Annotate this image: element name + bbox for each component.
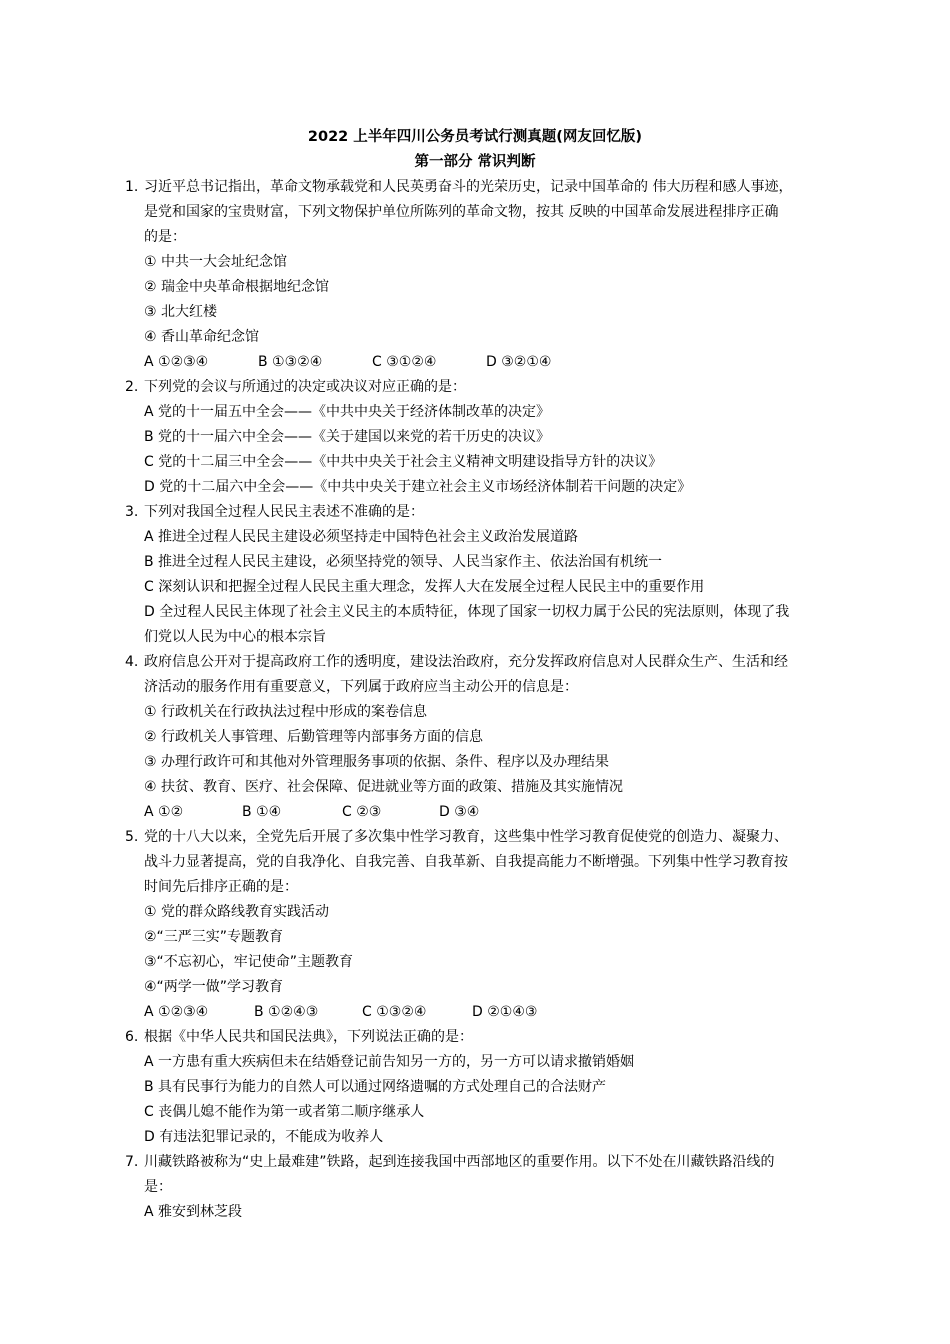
question-text-line: 下列对我国全过程人民民主表述不准确的是： bbox=[144, 504, 424, 520]
option-a: A ①② bbox=[144, 804, 184, 820]
list-item: ② 瑞金中央革命根据地纪念馆 bbox=[144, 279, 330, 295]
option-c: C ③①②④ bbox=[372, 354, 437, 370]
option-c: C ②③ bbox=[342, 804, 382, 820]
option-d: D ③④ bbox=[439, 804, 480, 820]
list-item: ④“两学一做”学习教育 bbox=[144, 979, 284, 995]
document-title: 2022 上半年四川公务员考试行测真题(网友回忆版) bbox=[307, 129, 643, 145]
list-item: B 推进全过程人民民主建设，必须坚持党的领导、人民当家作主、依法治国有机统一 bbox=[144, 554, 663, 570]
list-item: ① 党的群众路线教育实践活动 bbox=[144, 904, 330, 920]
answer-options bbox=[144, 352, 551, 372]
option-d: D ②①④③ bbox=[472, 1004, 538, 1020]
list-item: A 推进全过程人民民主建设必须坚持走中国特色社会主义政治发展道路 bbox=[144, 529, 579, 545]
list-item: ① 行政机关在行政执法过程中形成的案卷信息 bbox=[144, 704, 427, 720]
question-text-line: 是党和国家的宝贵财富，下列文物保护单位所陈列的革命文物，按其 反映的中国革命发展进程排序正确 bbox=[144, 204, 779, 220]
list-item: ① 中共一大会址纪念馆 bbox=[144, 254, 288, 270]
question-text-line: 党的十八大以来，全党先后开展了多次集中性学习教育，这些集中性学习教育促使党的创造力、凝聚力、 bbox=[144, 829, 788, 845]
option-c: C ①③②④ bbox=[362, 1004, 427, 1020]
option-b: B ①③②④ bbox=[258, 354, 323, 370]
question-text-line: 习近平总书记指出，革命文物承载党和人民英勇奋斗的光荣历史，记录中国革命的 伟大历程和感人事迹， bbox=[144, 179, 793, 195]
question-text-line: 政府信息公开对于提高政府工作的透明度，建设法治政府，充分发挥政府信息对人民群众生产、生活和经 bbox=[144, 654, 788, 670]
answer-options bbox=[144, 802, 479, 822]
list-item: 们党以人民为中心的根本宗旨 bbox=[144, 629, 326, 645]
question-number: 6. bbox=[125, 1029, 139, 1045]
question-number: 2. bbox=[125, 379, 139, 395]
list-item: ④ 扶贫、教育、医疗、社会保障、促进就业等方面的政策、措施及其实施情况 bbox=[144, 779, 623, 795]
question-text-line: 战斗力显著提高，党的自我净化、自我完善、自我革新、自我提高能力不断增强。下列集中性学习教育按 bbox=[144, 854, 788, 870]
question-number: 5. bbox=[125, 829, 139, 845]
list-item: A 雅安到林芝段 bbox=[144, 1204, 243, 1220]
list-item: ② 行政机关人事管理、后勤管理等内部事务方面的信息 bbox=[144, 729, 483, 745]
option-b: B ①④ bbox=[242, 804, 282, 820]
list-item: D 全过程人民民主体现了社会主义民主的本质特征，体现了国家一切权力属于公民的宪法原则，体现了我 bbox=[144, 604, 790, 620]
list-item: ②“三严三实”专题教育 bbox=[144, 929, 284, 945]
question-text-line: 济活动的服务作用有重要意义，下列属于政府应当主动公开的信息是： bbox=[144, 679, 578, 695]
list-item: ④ 香山革命纪念馆 bbox=[144, 329, 260, 345]
question-number: 3. bbox=[125, 504, 139, 520]
list-item: ③ 北大红楼 bbox=[144, 304, 218, 320]
option-b: B ①②④③ bbox=[254, 1004, 319, 1020]
option-a: A ①②③④ bbox=[144, 1004, 209, 1020]
question-text-line: 时间先后排序正确的是： bbox=[144, 879, 298, 895]
list-item: B 党的十一届六中全会——《关于建国以来党的若干历史的决议》 bbox=[144, 429, 551, 445]
question-number: 4. bbox=[125, 654, 139, 670]
question-text-line: 的是： bbox=[144, 229, 186, 245]
question-text-line: 下列党的会议与所通过的决定或决议对应正确的是： bbox=[144, 379, 466, 395]
list-item: D 有违法犯罪记录的，不能成为收养人 bbox=[144, 1129, 384, 1145]
list-item: C 党的十二届三中全会——《中共中央关于社会主义精神文明建设指导方针的决议》 bbox=[144, 454, 663, 470]
list-item: B 具有民事行为能力的自然人可以通过网络遗嘱的方式处理自己的合法财产 bbox=[144, 1079, 607, 1095]
list-item: C 深刻认识和把握全过程人民民主重大理念，发挥人大在发展全过程人民民主中的重要作用 bbox=[144, 579, 705, 595]
question-text-line: 根据《中华人民共和国民法典》，下列说法正确的是： bbox=[144, 1029, 473, 1045]
question-text-line: 是： bbox=[144, 1179, 172, 1195]
list-item: C 丧偶儿媳不能作为第一或者第二顺序继承人 bbox=[144, 1104, 425, 1120]
option-a: A ①②③④ bbox=[144, 354, 209, 370]
list-item: D 党的十二届六中全会——《中共中央关于建立社会主义市场经济体制若干问题的决定》 bbox=[144, 479, 692, 495]
section-heading: 第一部分 常识判断 bbox=[414, 154, 536, 170]
question-text-line: 川藏铁路被称为“史上最难建”铁路，起到连接我国中西部地区的重要作用。以下不处在川藏铁路沿线的 bbox=[144, 1154, 775, 1170]
answer-options bbox=[144, 1002, 537, 1022]
question-number: 7. bbox=[125, 1154, 139, 1170]
list-item: A 党的十一届五中全会——《中共中央关于经济体制改革的决定》 bbox=[144, 404, 551, 420]
question-number: 1. bbox=[125, 179, 139, 195]
option-d: D ③②①④ bbox=[486, 354, 552, 370]
list-item: ③“不忘初心，牢记使命”主题教育 bbox=[144, 954, 354, 970]
list-item: ③ 办理行政许可和其他对外管理服务事项的依据、条件、程序以及办理结果 bbox=[144, 754, 609, 770]
list-item: A 一方患有重大疾病但未在结婚登记前告知另一方的，另一方可以请求撤销婚姻 bbox=[144, 1054, 635, 1070]
